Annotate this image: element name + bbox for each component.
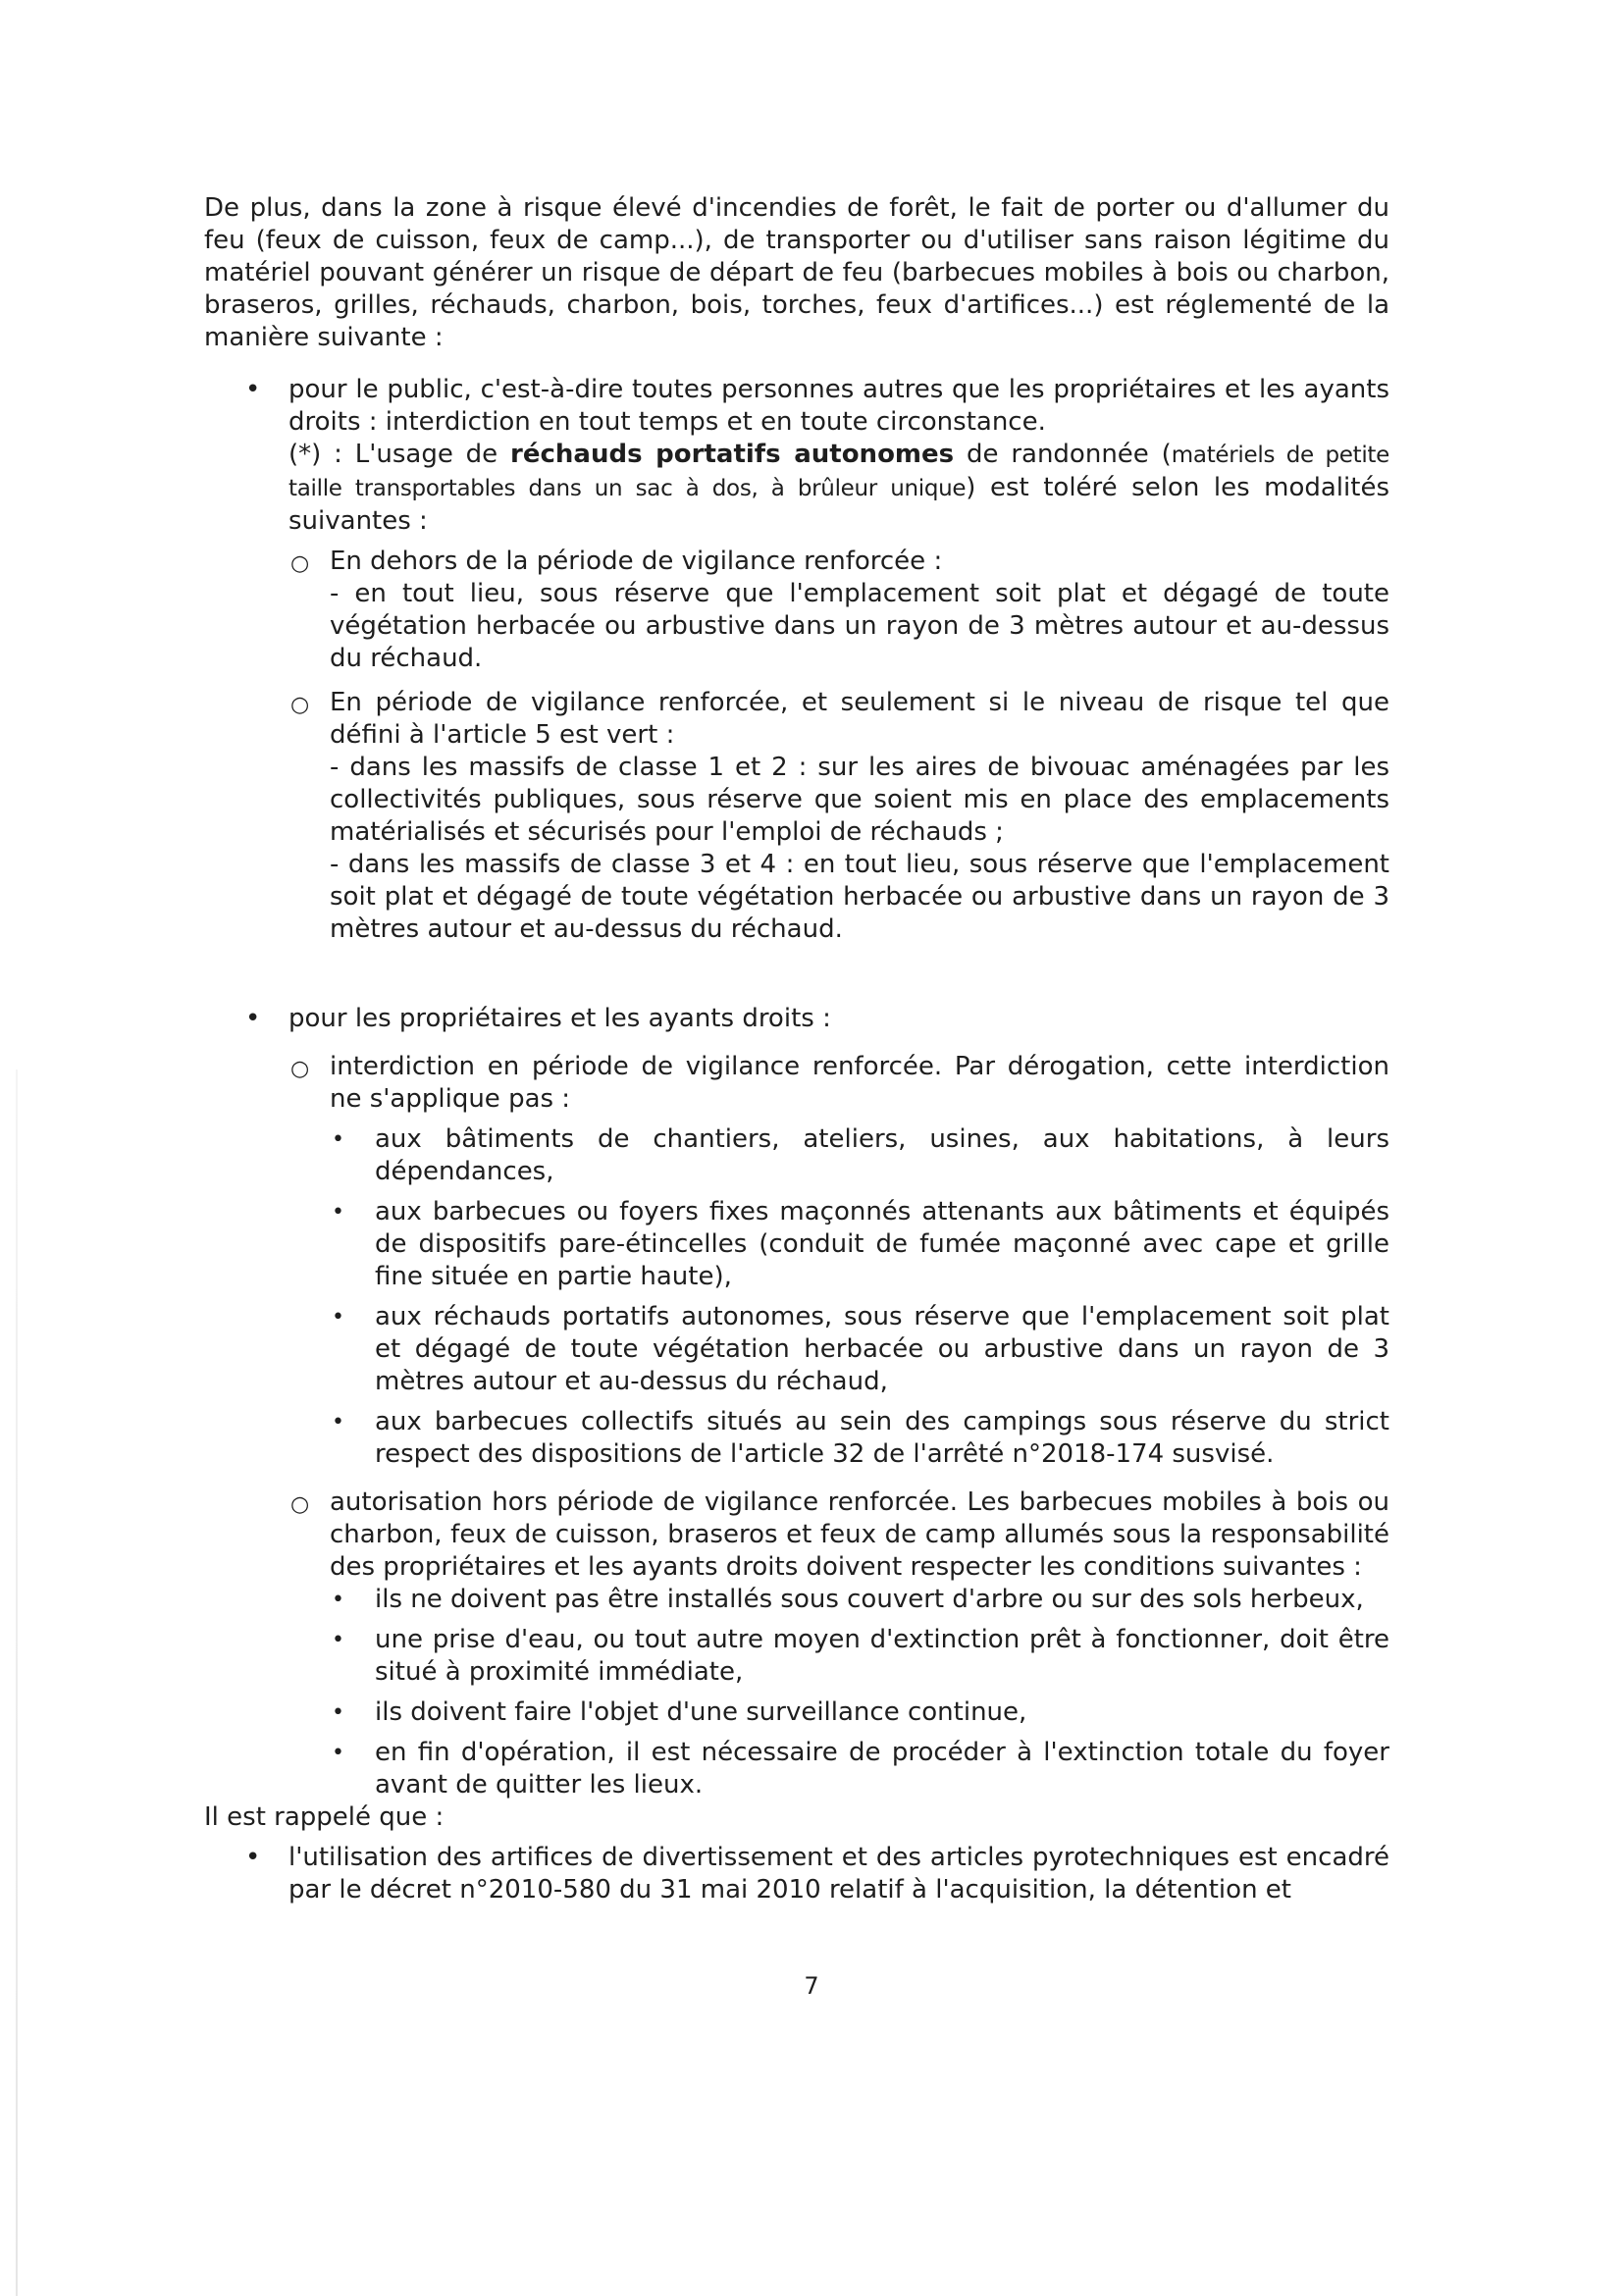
- list-item-interdiction: ○ interdiction en période de vigilance renforcée. Par dérogation, cette interdiction ne s'applique pas :: [290, 1052, 1389, 1114]
- list-item-public: [204, 374, 1389, 439]
- condition-item: • une prise d'eau, ou tout autre moyen d'extinction prêt à fonctionner, doit être situé à proximité immédiate,: [332, 1625, 1389, 1687]
- scan-edge: [16, 1070, 18, 2296]
- outside-vigilance-detail: - en tout lieu, sous réserve que l'emplacement soit plat et dégagé de toute végétation herbacée ou arbustive dans un rayon de 3 mètres autour et au-dessus du réchaud.: [330, 579, 1389, 673]
- reminder-heading: Il est rappelé que :: [204, 1802, 445, 1832]
- bullet-icon: •: [245, 375, 261, 404]
- list-item-during-vigilance: ○ En période de vigilance renforcée, et seulement si le niveau de risque tel que défini à l'article 5 est vert :: [290, 688, 1389, 750]
- exception-item: • aux réchauds portatifs autonomes, sous réserve que l'emplacement soit plat et dégagé de toute végétation herbacée ou arbustive dans un rayon de 3 mètres autour et au-dessus du réchaud,: [332, 1302, 1389, 1396]
- exception-item: • aux bâtiments de chantiers, ateliers, usines, aux habitations, à leurs dépendances,: [332, 1124, 1389, 1186]
- condition-item: • en fin d'opération, il est nécessaire de procéder à l'extinction totale du foyer avant de quitter les lieux.: [332, 1738, 1389, 1800]
- document-body: [204, 192, 1389, 1906]
- bullet-icon: •: [332, 1700, 344, 1725]
- page-number: 7: [804, 1972, 819, 2000]
- circle-bullet-icon: ○: [290, 1492, 310, 1517]
- circle-bullet-icon: ○: [290, 1057, 310, 1081]
- bullet-icon: •: [332, 1305, 344, 1330]
- stove-note: (*) : L'usage de réchauds portatifs autonomes de randonnée (matériels de petite taille transportables dans un sac à dos, à brûleur unique) est toléré selon les modalités suivantes :: [288, 440, 1389, 536]
- class-3-4-detail: - dans les massifs de classe 3 et 4 : en tout lieu, sous réserve que l'emplacement soit plat et dégagé de toute végétation herbacée ou arbustive dans un rayon de 3 mètres autour et au-dessus du réchaud.: [330, 850, 1389, 944]
- intro-paragraph: De plus, dans la zone à risque élevé d'incendies de forêt, le fait de porter ou d'allumer du feu (feux de cuisson, feux de camp...), de transporter ou d'utiliser sans raison légitime du matériel pouvant générer un risque de départ de feu (barbecues mobiles à bois ou charbon, braseros, grilles, réchauds, charbon, bois, torches, feux d'artifices...) est réglementé de la manière suivante :: [204, 193, 1389, 352]
- bullet-icon: •: [245, 1004, 261, 1033]
- bullet-icon: •: [332, 1410, 344, 1435]
- exception-item: • aux barbecues collectifs situés au sein des campings sous réserve du strict respect des dispositions de l'article 32 de l'arrêté n°2018-174 susvisé.: [332, 1407, 1389, 1469]
- class-1-2-detail: - dans les massifs de classe 1 et 2 : sur les aires de bivouac aménagées par les collectivités publiques, sous réserve que soient mis en place des emplacements matérialisés et sécurisés pour l'emploi de réchauds ;: [330, 753, 1389, 847]
- list-item-outside-vigilance: ○ En dehors de la période de vigilance renforcée :: [204, 546, 1389, 578]
- bullet-icon: •: [332, 1628, 344, 1652]
- list-item-autorisation: ○ autorisation hors période de vigilance renforcée. Les barbecues mobiles à bois ou charbon, feux de cuisson, braseros et feux de camp allumés sous la responsabilité des propriétaires et les ayants droits doivent respecter les conditions suivantes :: [290, 1487, 1389, 1582]
- circle-bullet-icon: ○: [290, 693, 310, 717]
- bullet-icon: •: [332, 1741, 344, 1765]
- list-item-pyrotechnics: • l'utilisation des artifices de divertissement et des articles pyrotechniques est encadré par le décret n°2010-580 du 31 mai 2010 relatif à l'acquisition, la détention et: [245, 1843, 1389, 1905]
- list-item-owners: • pour les propriétaires et les ayants droits :: [245, 1004, 831, 1033]
- condition-item: • ils doivent faire l'objet d'une surveillance continue,: [332, 1697, 1027, 1727]
- bullet-icon: •: [332, 1127, 344, 1152]
- circle-bullet-icon: ○: [290, 551, 310, 576]
- condition-item: • ils ne doivent pas être installés sous couvert d'arbre ou sur des sols herbeux,: [332, 1585, 1364, 1614]
- public-rule: pour le public, c'est-à-dire toutes personnes autres que les propriétaires et les ayants droits : interdiction en tout temps et en toute circonstance.: [288, 375, 1389, 437]
- bullet-icon: •: [332, 1200, 344, 1225]
- bullet-icon: •: [332, 1588, 344, 1612]
- bullet-icon: •: [245, 1843, 261, 1872]
- exception-item: • aux barbecues ou foyers fixes maçonnés attenants aux bâtiments et équipés de dispositifs pare-étincelles (conduit de fumée maçonné avec cape et grille fine située en partie haute),: [332, 1197, 1389, 1291]
